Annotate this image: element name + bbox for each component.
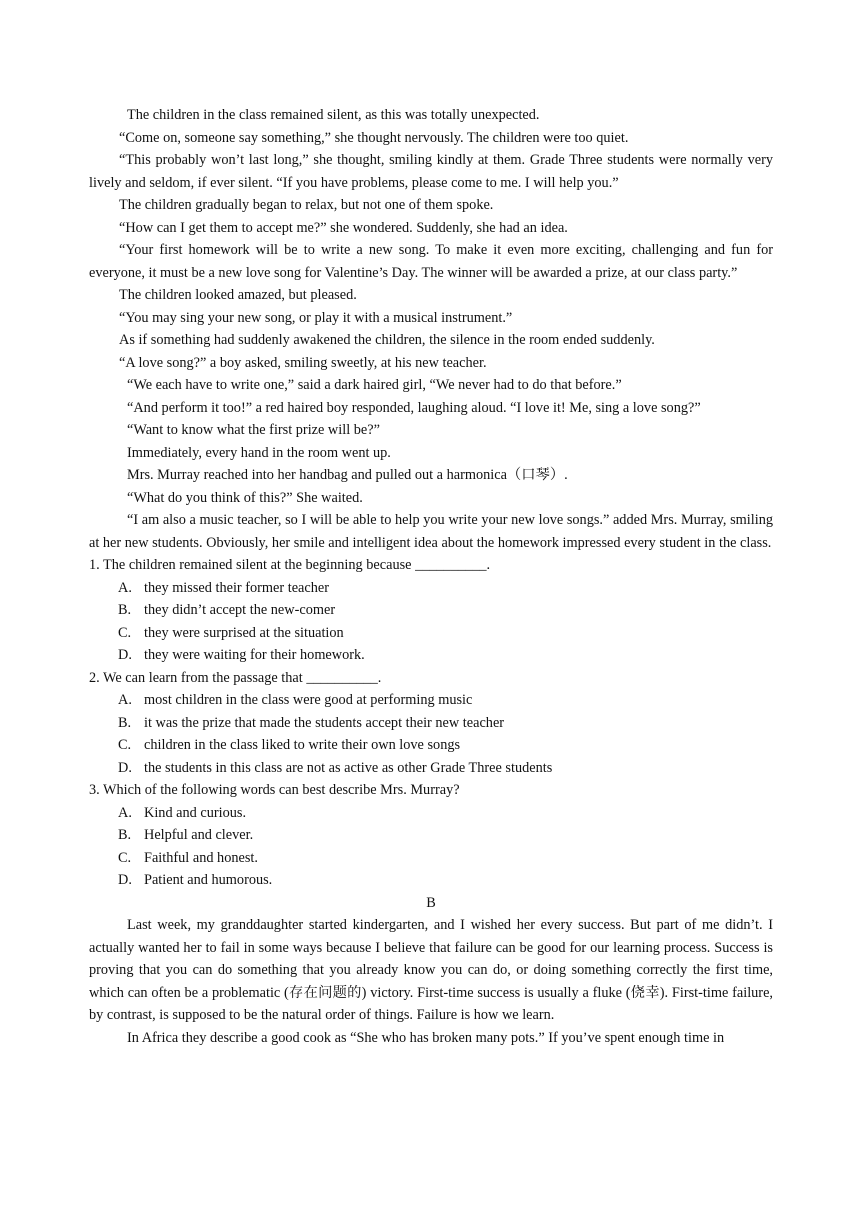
option-text: children in the class liked to write their own love songs — [144, 737, 461, 753]
option-text: Kind and curious. — [144, 804, 247, 821]
answer-option[interactable] — [118, 577, 773, 600]
answer-option[interactable] — [118, 824, 773, 847]
option-text: they were surprised at the situation — [144, 624, 344, 641]
paragraph: “Your first homework will be to write a new song. To make it even more exciting, challenging and fun for everyone, it must be a new love song for Valentine’s Day. The winner will be awarded a prize, at our class party.” — [89, 242, 773, 281]
document-page — [89, 104, 773, 1049]
answer-option[interactable] — [118, 757, 773, 780]
paragraph: “You may sing your new song, or play it with a musical instrument.” — [119, 309, 513, 326]
paragraph: “Want to know what the first prize will be?” — [127, 422, 380, 438]
question-2 — [89, 667, 773, 780]
paragraph: “I am also a music teacher, so I will be able to help you write your new love songs.” added Mrs. Murray, smiling at her new students. Obviously, her smile and intelligent idea about the homework impressed every student in the class. — [89, 512, 773, 551]
question-stem: 1. The children remained silent at the beginning because __________. — [89, 557, 491, 573]
paragraph: As if something had suddenly awakened the children, the silence in the room ended suddenly. — [119, 332, 655, 348]
paragraph: Last week, my granddaughter started kindergarten, and I wished her every success. But part of me didn’t. I actually wanted her to fail in some ways because I believe that failure can be good for our learning process. Success is proving that you can do something that you already know you can do, or doing something correctly the first time, which can often be a problematic (存在问题的) victory. First-time success is usually a fluke (侥幸). First-time failure, by contrast, is supposed to be the natural order of things. Failure is how we learn. — [89, 917, 773, 1023]
option-letter: A. — [118, 804, 132, 821]
option-text: it was the prize that made the students accept their new teacher — [144, 714, 505, 731]
paragraph: “A love song?” a boy asked, smiling sweetly, at his new teacher. — [119, 354, 487, 371]
answer-option[interactable] — [118, 847, 773, 870]
paragraph: “And perform it too!” a red haired boy responded, laughing aloud. “I love it! Me, sing a love song?” — [127, 399, 701, 416]
option-letter: A. — [118, 692, 132, 708]
paragraph: “Come on, someone say something,” she thought nervously. The children were too quiet. — [119, 129, 629, 146]
paragraph: The children looked amazed, but pleased. — [119, 287, 357, 303]
option-letter: C. — [118, 849, 132, 866]
paragraph: “We each have to write one,” said a dark haired girl, “We never had to do that before.” — [127, 377, 622, 393]
answer-option[interactable] — [118, 644, 773, 667]
question-3 — [89, 779, 773, 892]
passage-b — [89, 892, 773, 1050]
paragraph: Immediately, every hand in the room went up. — [127, 444, 391, 461]
option-letter: C. — [118, 624, 132, 641]
paragraph: Mrs. Murray reached into her handbag and pulled out a harmonica（口琴）. — [127, 467, 568, 483]
answer-option[interactable] — [118, 712, 773, 735]
question-stem: 2. We can learn from the passage that __________. — [89, 669, 382, 686]
option-text: Helpful and clever. — [144, 827, 254, 843]
question-list — [89, 554, 773, 892]
option-text: they missed their former teacher — [144, 579, 329, 596]
question-stem: 3. Which of the following words can best describe Mrs. Murray? — [89, 782, 460, 798]
option-text: Patient and humorous. — [144, 872, 273, 888]
answer-option[interactable] — [118, 734, 773, 757]
answer-option[interactable] — [118, 689, 773, 712]
option-letter: B. — [118, 827, 132, 843]
paragraph: The children gradually began to relax, but not one of them spoke. — [119, 197, 494, 213]
option-letter: B. — [118, 714, 132, 731]
option-text: they were waiting for their homework. — [144, 647, 365, 663]
option-text: the students in this class are not as active as other Grade Three students — [144, 759, 553, 776]
paragraph: “How can I get them to accept me?” she wondered. Suddenly, she had an idea. — [119, 219, 568, 236]
paragraph: The children in the class remained silent, as this was totally unexpected. — [127, 107, 540, 123]
answer-option[interactable] — [118, 599, 773, 622]
option-letter: C. — [118, 737, 132, 753]
answer-option[interactable] — [118, 622, 773, 645]
section-heading: B — [426, 894, 436, 911]
option-text: they didn’t accept the new-comer — [144, 602, 336, 618]
option-letter: A. — [118, 579, 132, 596]
answer-option[interactable] — [118, 802, 773, 825]
option-letter: D. — [118, 872, 132, 888]
answer-option[interactable] — [118, 869, 773, 892]
option-text: most children in the class were good at performing music — [144, 692, 473, 708]
paragraph: “This probably won’t last long,” she thought, smiling kindly at them. Grade Three students were normally very lively and seldom, if ever silent. “If you have problems, please come to me. I will help you.” — [89, 152, 773, 191]
option-letter: D. — [118, 759, 132, 776]
paragraph: “What do you think of this?” She waited. — [127, 489, 363, 506]
option-letter: D. — [118, 647, 132, 663]
passage-a — [89, 104, 773, 554]
question-1 — [89, 554, 773, 667]
paragraph: In Africa they describe a good cook as “She who has broken many pots.” If you’ve spent enough time in — [127, 1029, 725, 1046]
option-text: Faithful and honest. — [144, 849, 258, 866]
option-letter: B. — [118, 602, 132, 618]
